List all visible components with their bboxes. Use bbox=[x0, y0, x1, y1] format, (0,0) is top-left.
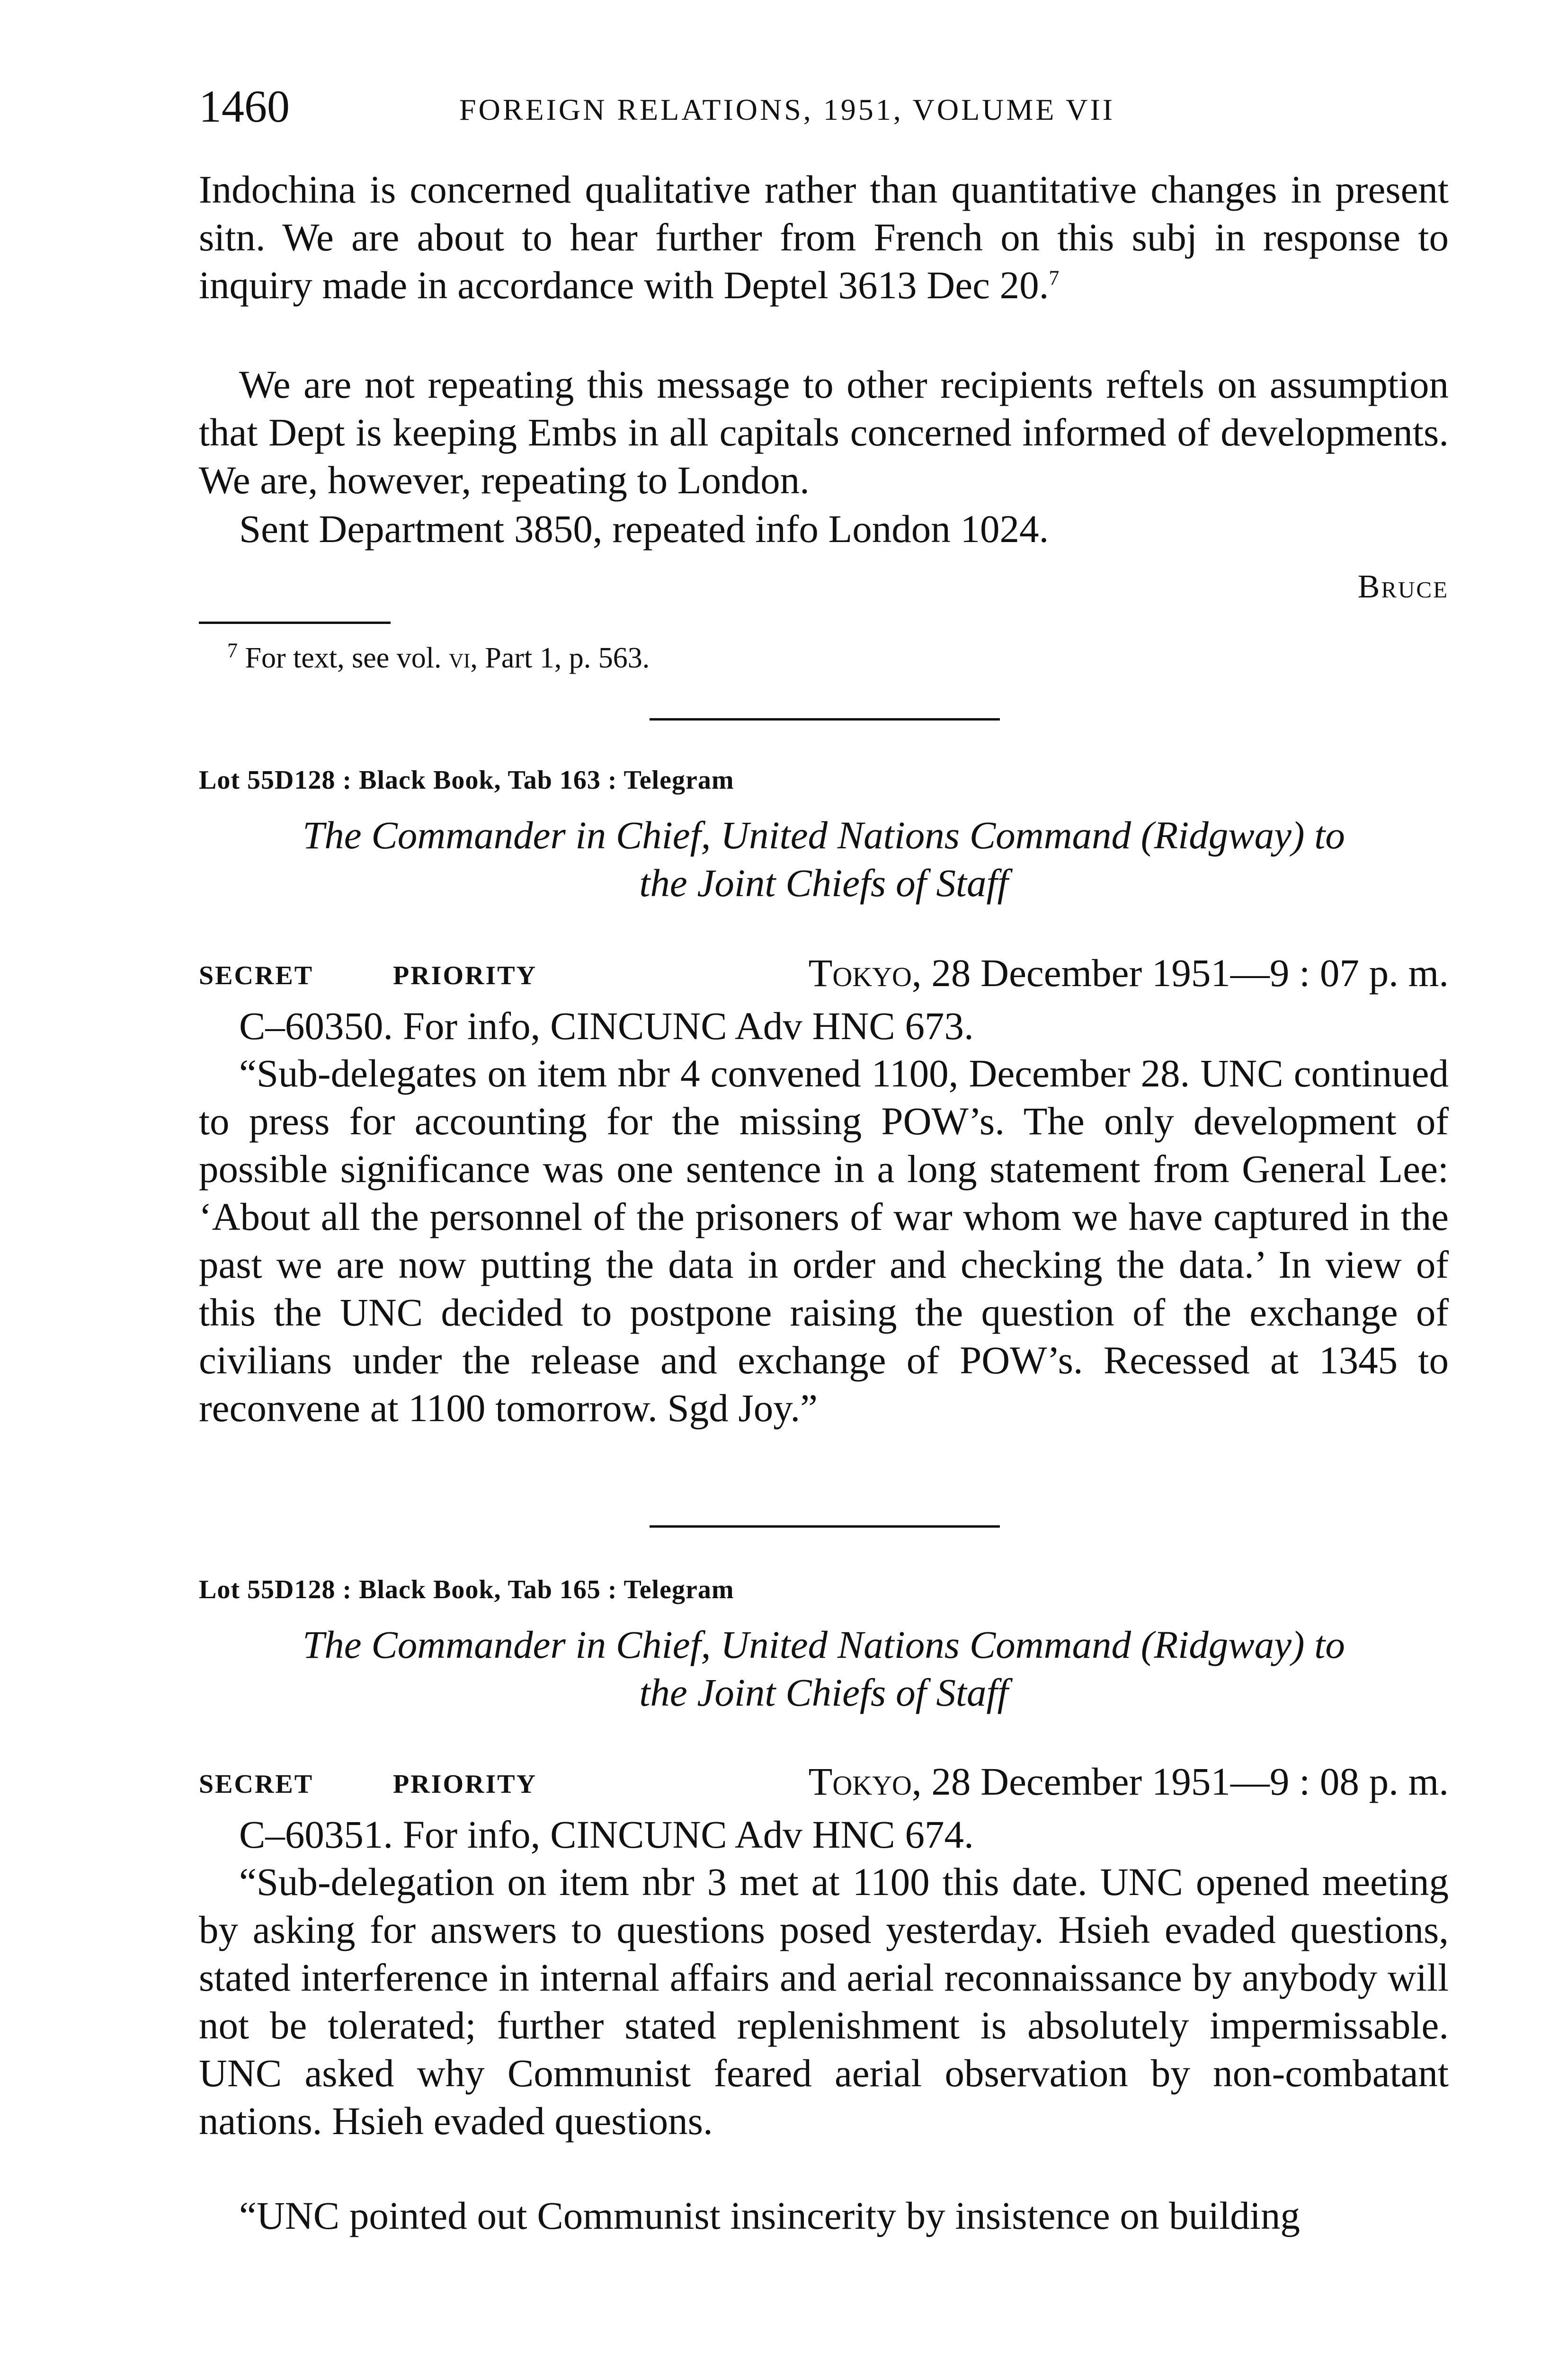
continuation-paragraph-1-text: Indochina is concerned qualitative rather than quantitative changes in present sitn. We are about to hear further from French on this subj in response to inquiry made in accordance with Deptel 3613 Dec 20. bbox=[199, 168, 1449, 307]
doc2-source-note: Lot 55D128 : Black Book, Tab 165 : Telegram bbox=[199, 1575, 734, 1604]
doc2-paragraph-1: C–60351. For info, CINCUNC Adv HNC 674. bbox=[239, 1813, 974, 1856]
doc1-title-line1: The Commander in Chief, United Nations Command (Ridgway) to bbox=[303, 813, 1345, 857]
continuation-paragraph-3: Sent Department 3850, repeated info London 1024. bbox=[239, 507, 1049, 551]
doc1-precedence: PRIORITY bbox=[393, 961, 537, 990]
doc1-paragraph-1: C–60350. For info, CINCUNC Adv HNC 673. bbox=[239, 1004, 974, 1048]
footnote bbox=[227, 637, 650, 679]
doc2-classification-line bbox=[199, 1758, 1449, 1805]
signature: Bruce bbox=[1357, 569, 1449, 605]
doc2-dateline bbox=[809, 1758, 1449, 1805]
doc2-title bbox=[199, 1621, 1449, 1717]
running-head: FOREIGN RELATIONS, 1951, VOLUME VII bbox=[459, 93, 1115, 126]
page-number: 1460 bbox=[199, 81, 290, 132]
doc2-classification: SECRET bbox=[199, 1770, 314, 1799]
doc1-title bbox=[199, 811, 1449, 907]
doc2-place: Tokyo, bbox=[808, 1760, 922, 1803]
continuation-paragraph-1 bbox=[199, 166, 1449, 309]
doc2-precedence: PRIORITY bbox=[393, 1770, 537, 1799]
doc2-paragraph-3: “UNC pointed out Communist insincerity by insistence on building bbox=[239, 2194, 1300, 2237]
doc2-paragraph-2: “Sub-delegation on item nbr 3 met at 1100 this date. UNC opened meeting by asking for answers to questions posed yesterday. Hsieh evaded questions, stated interference in internal affairs and aerial reconnaissance by anybody will not be tolerated; further stated replenishment is absolutely impermissable. UNC asked why Communist feared aerial observation by non-combatant nations. Hsieh evaded questions. bbox=[199, 1860, 1449, 2143]
document-separator bbox=[650, 1525, 1000, 1528]
doc1-date: 28 December 1951—9 : 07 p. m. bbox=[931, 951, 1449, 995]
footnote-reference: 7 bbox=[1049, 266, 1060, 290]
footnote-text-after: , Part 1, p. 563. bbox=[470, 642, 650, 674]
doc2-date: 28 December 1951—9 : 08 p. m. bbox=[931, 1760, 1449, 1803]
document-separator bbox=[650, 718, 1000, 721]
footnote-volume: vi bbox=[449, 642, 471, 674]
continuation-paragraph-2: We are not repeating this message to other recipients reftels on assumption that Dept is keeping Embs in all capitals concerned informed of developments. We are, however, repeating to London. bbox=[199, 363, 1449, 502]
doc1-dateline bbox=[809, 949, 1449, 997]
page-header bbox=[199, 80, 1453, 133]
footnote-text-before: For text, see vol. bbox=[245, 642, 442, 674]
doc2-title-line1: The Commander in Chief, United Nations Command (Ridgway) to bbox=[303, 1623, 1345, 1666]
footnote-marker: 7 bbox=[227, 639, 238, 662]
doc1-classification: SECRET bbox=[199, 961, 314, 990]
doc1-source-note: Lot 55D128 : Black Book, Tab 163 : Telegram bbox=[199, 765, 734, 795]
doc2-title-line2: the Joint Chiefs of Staff bbox=[639, 1671, 1008, 1714]
doc1-classification-line bbox=[199, 949, 1449, 997]
doc1-title-line2: the Joint Chiefs of Staff bbox=[639, 861, 1008, 905]
doc1-paragraph-2: “Sub-delegates on item nbr 4 convened 1100, December 28. UNC continued to press for accounting for the missing POW’s. The only development of possible significance was one sentence in a long statement from General Lee: ‘About all the personnel of the prisoners of war whom we have captured in the past we are now putting the data in order and checking the data.’ In view of this the UNC decided to postpone raising the question of the exchange of civilians under the release and exchange of POW’s. Recessed at 1345 to reconvene at 1100 tomorrow. Sgd Joy.” bbox=[199, 1051, 1449, 1430]
doc1-place: Tokyo, bbox=[808, 951, 922, 995]
footnote-rule bbox=[199, 622, 391, 624]
